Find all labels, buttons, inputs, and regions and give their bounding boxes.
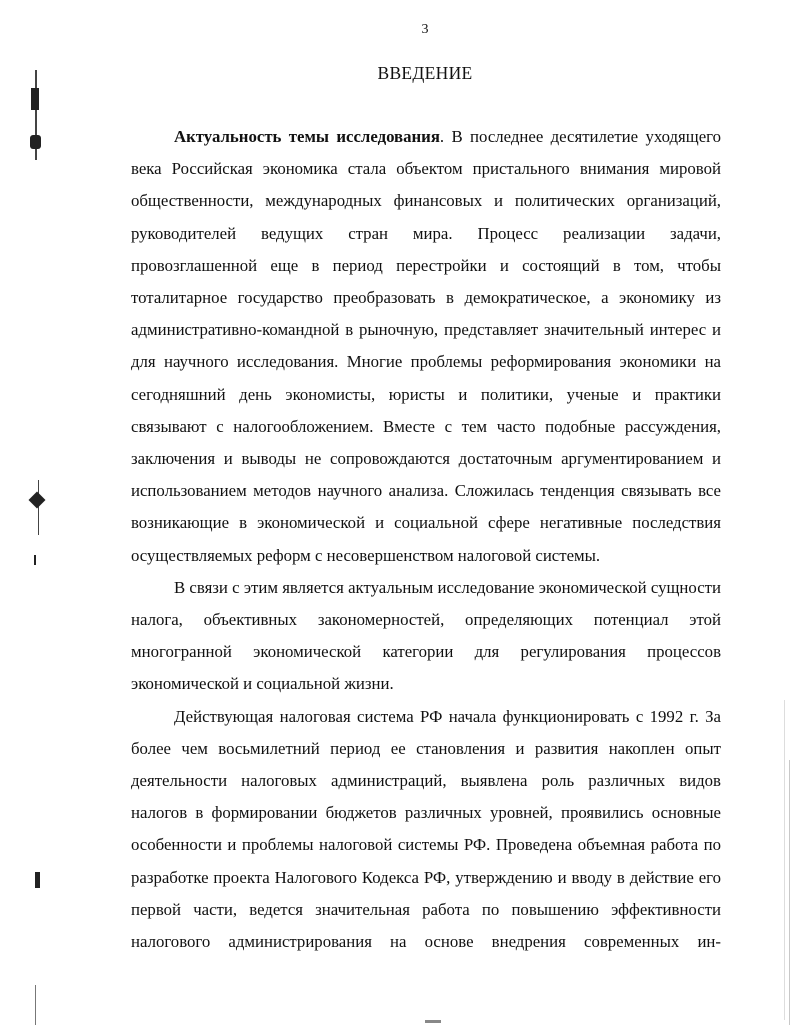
body-text (131, 121, 721, 958)
section-heading: ВВЕДЕНИЕ (377, 63, 473, 83)
scan-margin-line (38, 480, 39, 535)
page-number: 3 (421, 22, 429, 37)
scan-artifact (34, 555, 36, 565)
scan-artifact (425, 1020, 441, 1023)
paragraph-tax-system: Действующая налоговая система РФ начала функционировать с 1992 г. За более чем восьмилетний период ее становления и развития накоплен опыт деятельности налоговых администраций, выявлена роль различных видов налогов в формировании бюджетов различных уровней, проявились основные особенности и проблемы налоговой системы РФ. Проведена объемная работа по разработке проекта Налогового Кодекса РФ, утверждению и вводу в действие его первой части, ведется значительная работа по повышению эффективности налогового администрирования на основе внедрения современных ин- (131, 706, 721, 952)
paragraph-lead: Актуальность темы исследования (174, 127, 440, 146)
scan-edge-line (784, 700, 785, 1020)
paragraph-text: . В последнее десятилетие уходящего века Российская экономика стала объектом пристального внимания мировой общественности, международных финансовых и политических организаций, руководителей ведущих стран мира. Процесс реализации задачи, провозглашенной еще в период перестройки и состоящий в том, чтобы тоталитарное государство преобразовать в демократическое, а экономику из административно-командной в рыночную, представляет значительный интерес и для научного исследования. Многие проблемы реформирования экономики на сегодняшний день экономисты, юристы и политики, ученые и практики связывают с налогообложением. Вместе с тем часто подобные рассуждения, заключения и выводы не сопровождаются достаточным аргументированием и использованием методов научного анализа. Сложилась тенденция связывать все возникающие в экономической и социальной сфере негативные последствия осуществляемых реформ с несовершенством налоговой системы. (131, 127, 721, 565)
scan-artifact (35, 872, 40, 888)
paragraph-relevance (131, 121, 721, 572)
scan-artifact (31, 88, 39, 110)
scan-artifact (29, 492, 46, 509)
paragraph-essence: В связи с этим является актуальным исследование экономической сущности налога, объективных закономерностей, определяющих потенциал этой многогранной экономической категории для регулирования процессов экономической и социальной жизни. (131, 577, 721, 694)
scan-margin-line (35, 985, 36, 1025)
scan-artifact (30, 135, 41, 149)
scan-edge-line (789, 760, 790, 1025)
